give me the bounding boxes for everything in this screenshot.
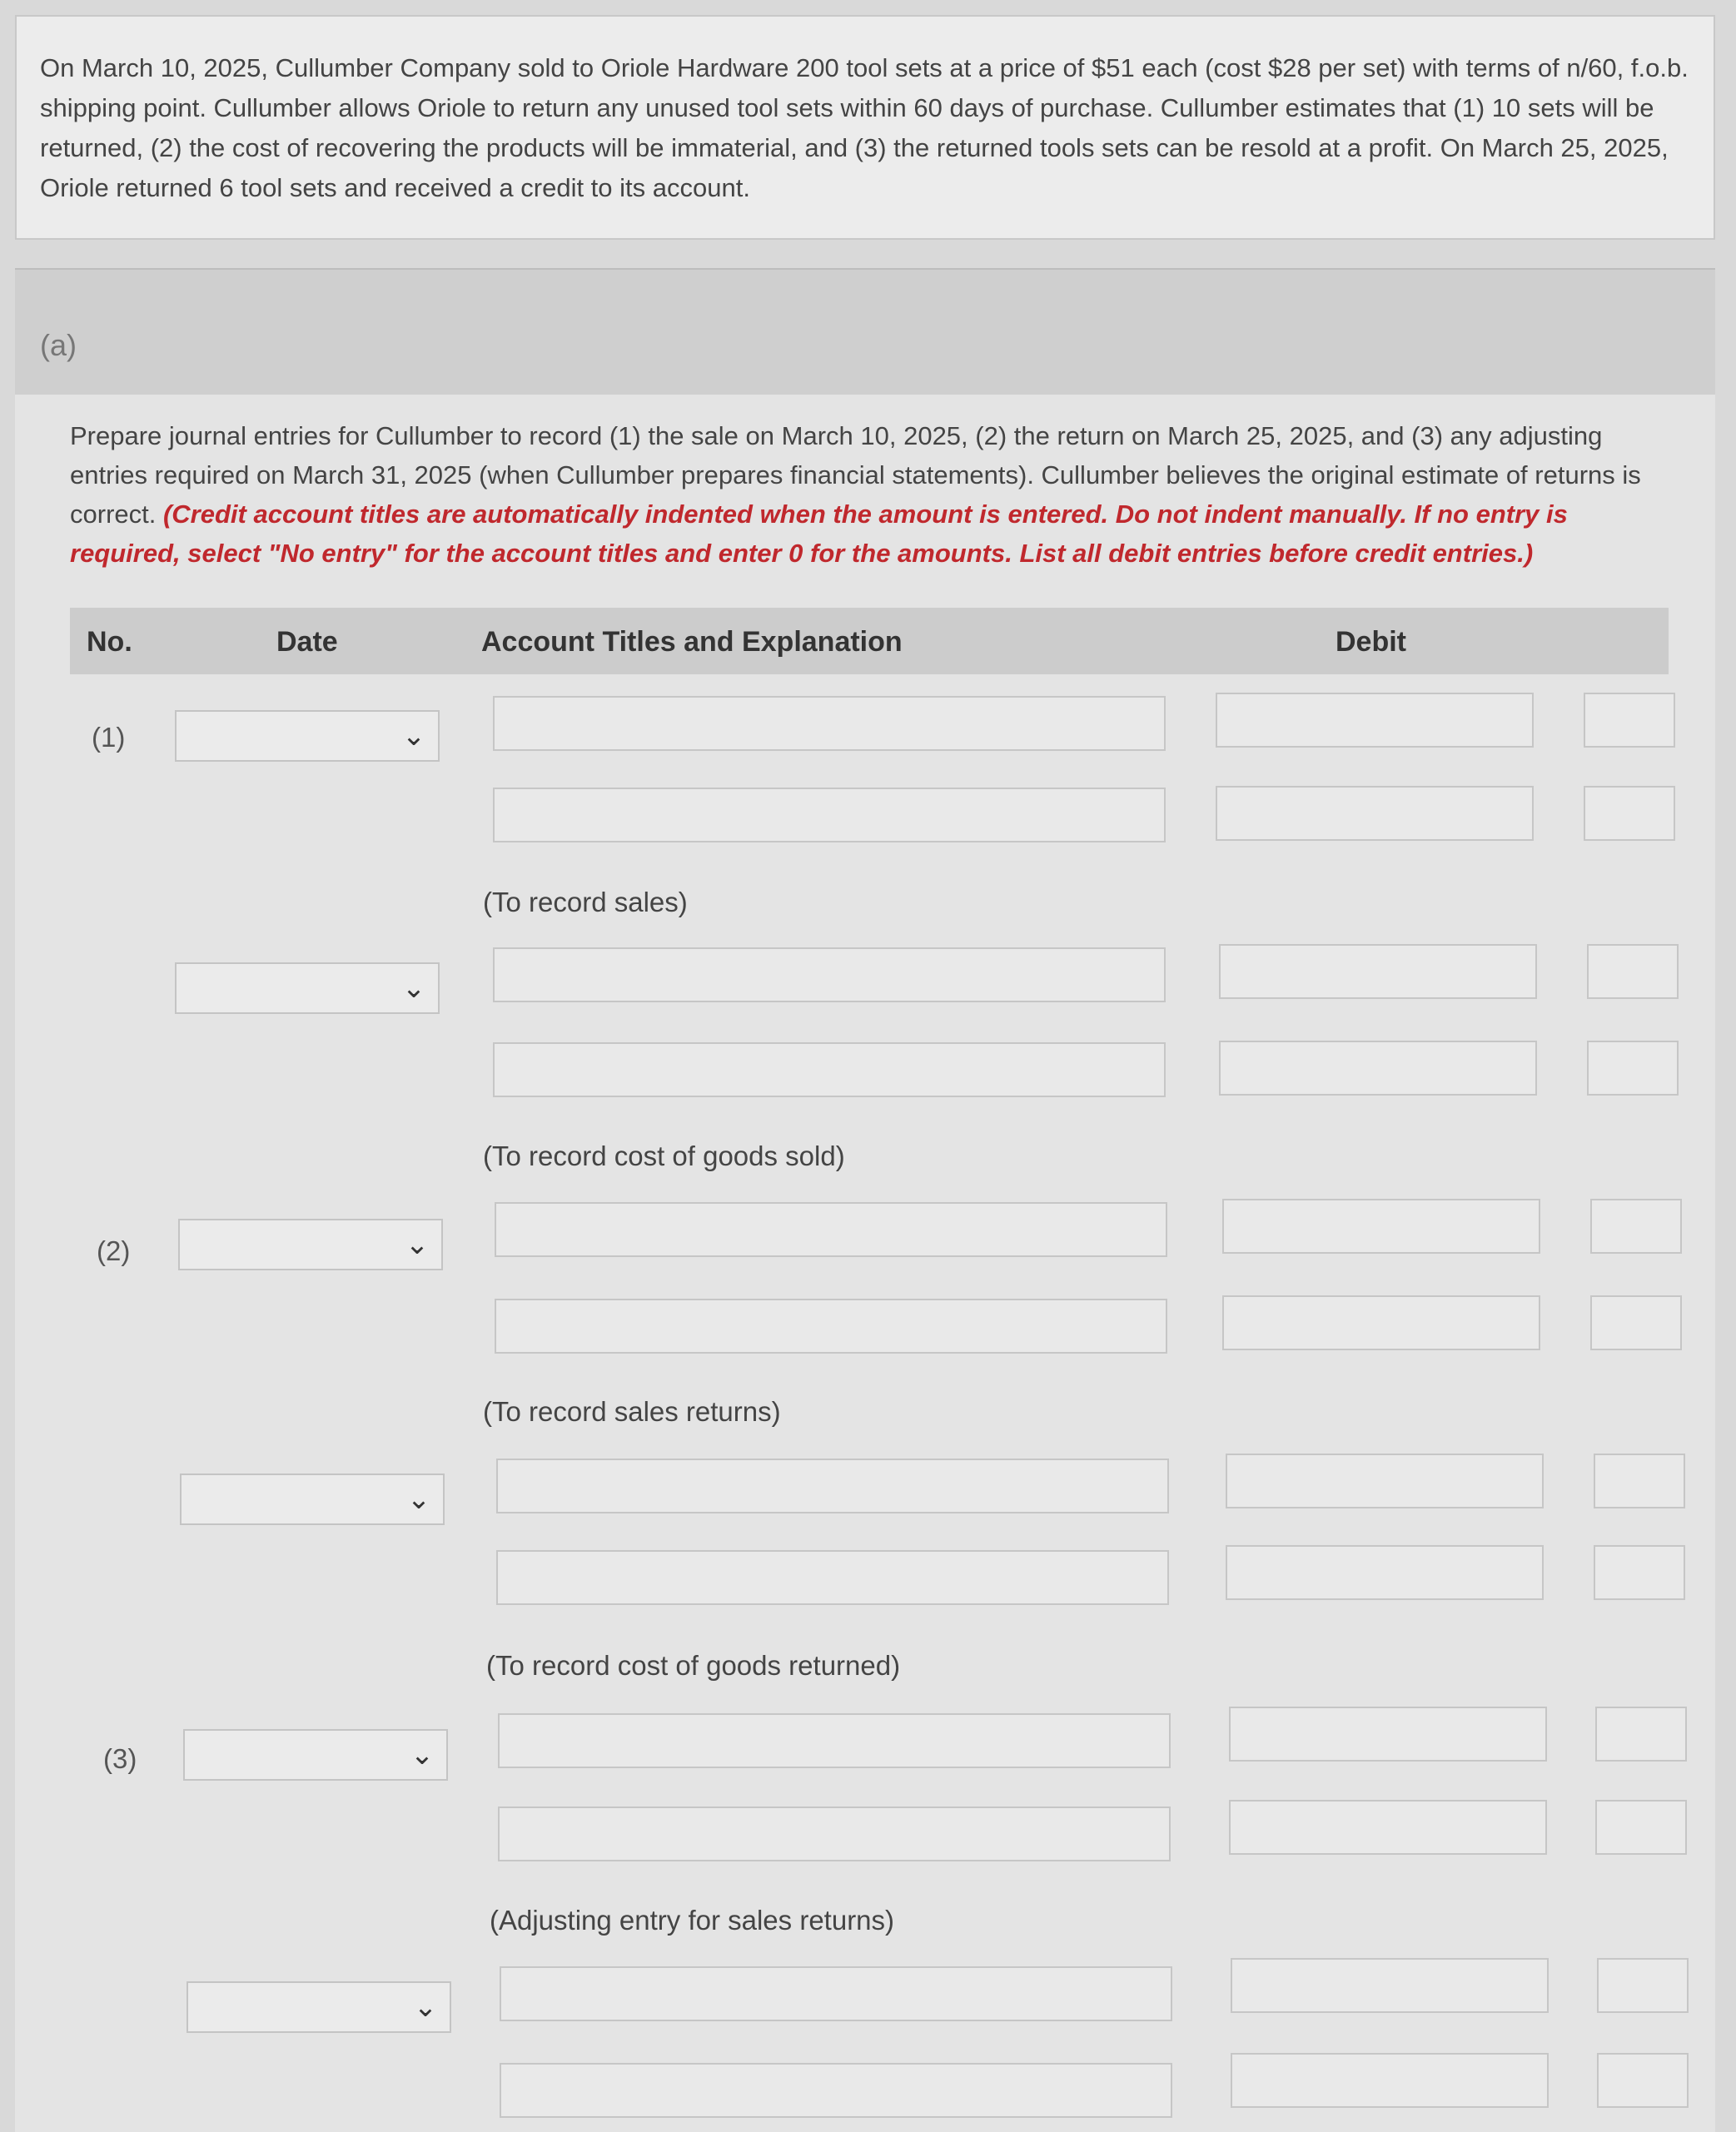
- problem-statement: [15, 15, 1715, 240]
- account-title-field[interactable]: [495, 1299, 1167, 1354]
- debit-field[interactable]: [1222, 1199, 1540, 1254]
- chevron-down-icon: ⌄: [406, 1483, 431, 1515]
- account-title-field[interactable]: [493, 1042, 1166, 1097]
- credit-field[interactable]: [1587, 1041, 1679, 1096]
- date-select-2[interactable]: [175, 962, 440, 1014]
- entry-explanation: (To record sales): [483, 887, 688, 917]
- credit-field[interactable]: [1584, 786, 1675, 841]
- account-title-field[interactable]: [495, 1202, 1167, 1257]
- chevron-down-icon: ⌄: [405, 1229, 430, 1260]
- credit-field[interactable]: [1597, 2053, 1689, 2108]
- row-number-2: (2): [97, 1235, 131, 1266]
- credit-field[interactable]: [1587, 944, 1679, 999]
- header-debit: Debit: [1336, 626, 1406, 658]
- chevron-down-icon: ⌄: [413, 1991, 438, 2023]
- debit-field[interactable]: [1219, 1041, 1537, 1096]
- instructions-text: Prepare journal entries for Cullumber to record (1) the sale on March 10, 2025, (2) the return on March 25, 2025, and (3) any adjusting entries required on March 31, 2025 (when Cullumber prepares financial statements). Cullumber believes the original estimate of returns is correct.: [70, 421, 1641, 529]
- credit-field[interactable]: [1594, 1454, 1685, 1508]
- entry-explanation: (To record sales returns): [483, 1396, 781, 1427]
- credit-field[interactable]: [1594, 1545, 1685, 1600]
- part-label: (a): [40, 328, 77, 362]
- row-number-3: (3): [103, 1743, 137, 1774]
- debit-field[interactable]: [1229, 1800, 1547, 1855]
- instructions: [70, 416, 1677, 573]
- problem-text: On March 10, 2025, Cullumber Company sold to Oriole Hardware 200 tool sets at a price of $51 each (cost $28 per set) with terms of n/60, f.o.b. shipping point. Cullumber allows Oriole to return any unused tool sets within 60 days of purchase. Cullumber estimates that (1) 10 sets will be returned, (2) the cost of recovering the products will be immaterial, and (3) the returned tools sets can be resold at a profit. On March 25, 2025, Oriole returned 6 tool sets and received a credit to its account.: [40, 53, 1689, 202]
- debit-field[interactable]: [1216, 693, 1534, 748]
- entry-explanation: (To record cost of goods sold): [483, 1141, 845, 1171]
- account-title-field[interactable]: [498, 1806, 1171, 1861]
- debit-field[interactable]: [1226, 1545, 1544, 1600]
- credit-field[interactable]: [1584, 693, 1675, 748]
- debit-field[interactable]: [1231, 1958, 1549, 2013]
- credit-field[interactable]: [1595, 1707, 1687, 1762]
- date-select-1[interactable]: [175, 710, 440, 762]
- row-number-1: (1): [92, 722, 126, 753]
- debit-field[interactable]: [1229, 1707, 1547, 1762]
- debit-field[interactable]: [1226, 1454, 1544, 1508]
- credit-field[interactable]: [1595, 1800, 1687, 1855]
- date-select-5[interactable]: [183, 1729, 448, 1781]
- debit-field[interactable]: [1222, 1295, 1540, 1350]
- account-title-field[interactable]: [493, 788, 1166, 842]
- header-no: No.: [87, 626, 132, 658]
- account-title-field[interactable]: [500, 2063, 1172, 2118]
- entry-explanation: (Adjusting entry for sales returns): [490, 1905, 895, 1936]
- chevron-down-icon: ⌄: [410, 1739, 435, 1771]
- chevron-down-icon: ⌄: [401, 972, 426, 1004]
- debit-field[interactable]: [1219, 944, 1537, 999]
- account-title-field[interactable]: [493, 696, 1166, 751]
- account-title-field[interactable]: [496, 1459, 1169, 1513]
- credit-field[interactable]: [1590, 1199, 1682, 1254]
- debit-field[interactable]: [1216, 786, 1534, 841]
- date-select-6[interactable]: [187, 1981, 451, 2033]
- account-title-field[interactable]: [500, 1966, 1172, 2021]
- account-title-field[interactable]: [496, 1550, 1169, 1605]
- debit-field[interactable]: [1231, 2053, 1549, 2108]
- credit-field[interactable]: [1597, 1958, 1689, 2013]
- account-title-field[interactable]: [498, 1713, 1171, 1768]
- part-header: [15, 268, 1715, 396]
- instructions-note: (Credit account titles are automatically indented when the amount is entered. Do not indent manually. If no entry is required, select "No entry" for the account titles and enter 0 for the amounts. List all debit entries before credit entries.): [70, 499, 1568, 568]
- date-select-4[interactable]: [180, 1474, 445, 1525]
- credit-field[interactable]: [1590, 1295, 1682, 1350]
- date-select-3[interactable]: [178, 1219, 443, 1270]
- header-date: Date: [276, 626, 338, 658]
- header-account: Account Titles and Explanation: [481, 626, 903, 658]
- entry-explanation: (To record cost of goods returned): [486, 1650, 901, 1681]
- journal-table-header: [70, 608, 1669, 674]
- chevron-down-icon: ⌄: [401, 720, 426, 752]
- account-title-field[interactable]: [493, 947, 1166, 1002]
